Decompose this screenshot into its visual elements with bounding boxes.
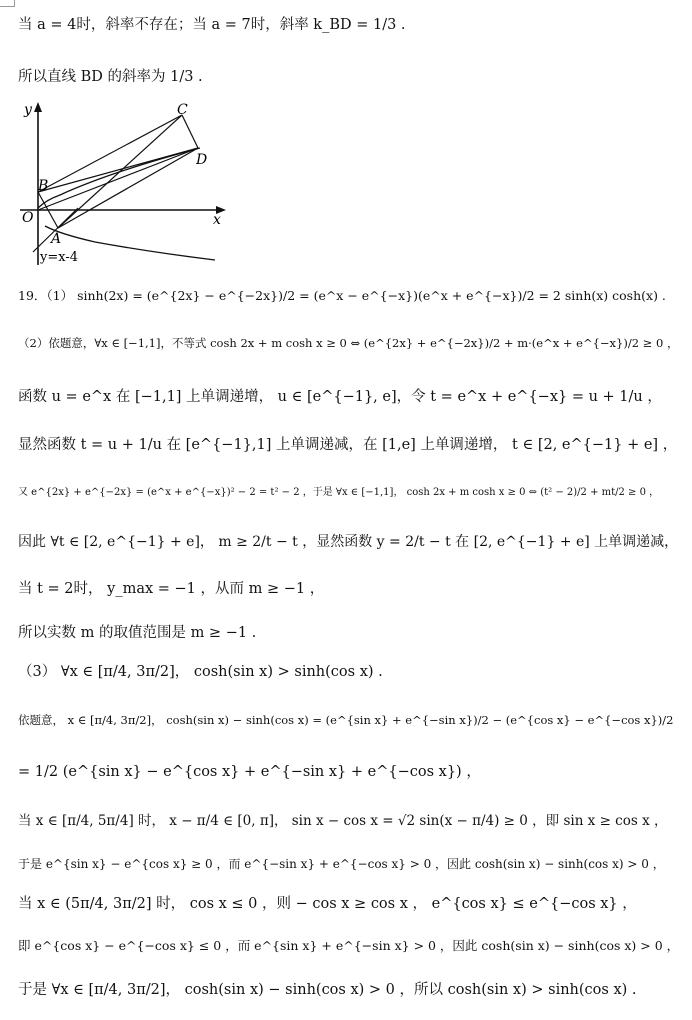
text-line-10: 所以实数 m 的取值范围是 m ≥ −1 . <box>18 625 257 641</box>
text-line-11: （3） ∀x ∈ [π/4, 3π/2]， cosh(sin x) > sinh(cos x) . <box>18 664 383 680</box>
segment-AD <box>58 148 198 228</box>
text-line-18: 于是 ∀x ∈ [π/4, 3π/2]， cosh(sin x) − sinh(cos x) > 0 ，所以 cosh(sin x) > sinh(cos x) . <box>18 982 637 998</box>
text-line-1: 当 a = 4时，斜率不存在；当 a = 7时，斜率 k_BD = 1/3 . <box>18 17 406 33</box>
text-line-14: 当 x ∈ [π/4, 5π/4] 时， x − π/4 ∈ [0, π]， sin x − cos x = √2 sin(x − π/4) ≥ 0 ，即 sin x ≥ cos x ， <box>18 813 668 829</box>
text-line-12: 依题意， x ∈ [π/4, 3π/2]， cosh(sin x) − sinh(cos x) = (e^{sin x} + e^{−sin x})/2 − (e^{cos x} − e^{−cos x})/2 <box>18 713 674 727</box>
label-x: x <box>213 212 221 228</box>
text-line-8: 因此 ∀t ∈ [2, e^{−1} + e]， m ≥ 2/t − t ，显然函数 y = 2/t − t 在 [2, e^{−1} + e] 上单调递减， <box>18 534 679 550</box>
geometry-figure <box>0 100 230 270</box>
label-y: y <box>24 102 32 118</box>
label-A: A <box>51 231 62 247</box>
text-line-9: 当 t = 2时， y_max = −1 ，从而 m ≥ −1 ， <box>18 581 325 597</box>
corner-mark <box>0 0 15 7</box>
text-line-3: 19．（1） sinh(2x) = (e^{2x} − e^{−2x})/2 = (e^x − e^{−x})(e^x + e^{−x})/2 = 2 sinh(x) cosh(x) . <box>18 288 666 303</box>
segment-BD <box>38 148 198 192</box>
label-D: D <box>196 152 208 168</box>
text-line-13: = 1/2 (e^{sin x} − e^{cos x} + e^{−sin x} + e^{−cos x}) ， <box>18 764 481 780</box>
segment-CD <box>182 115 198 148</box>
label-C: C <box>177 102 188 118</box>
label-line: y=x-4 <box>40 250 79 265</box>
text-line-6: 显然函数 t = u + 1/u 在 [e^{−1},1] 上单调递减，在 [1,e] 上单调递增， t ∈ [2, e^{−1} + e] ， <box>18 437 678 453</box>
text-line-15: 于是 e^{sin x} − e^{cos x} ≥ 0 ，而 e^{−sin x} + e^{−cos x} > 0 ，因此 cosh(sin x) − sinh(cos x) > 0 ， <box>18 857 665 871</box>
text-line-4: （2）依题意，∀x ∈ [−1,1]，不等式 cosh 2x + m cosh x ≥ 0 ⇔ (e^{2x} + e^{−2x})/2 + m·(e^x + e^{−x})/2 ≥ 0 ， <box>18 336 679 350</box>
text-line-7: 又 e^{2x} + e^{−2x} = (e^x + e^{−x})² − 2 = t² − 2 ，于是 ∀x ∈ [−1,1]， cosh 2x + m cosh x ≥ 0 ⇔ (t² − 2)/2 + mt/2 ≥ 0 ， <box>18 487 660 498</box>
y-axis-arrow <box>34 102 42 112</box>
label-origin: O <box>22 210 34 226</box>
text-line-2: 所以直线 BD 的斜率为 1/3 . <box>18 69 203 85</box>
text-line-17: 即 e^{cos x} − e^{−cos x} ≤ 0 ，而 e^{sin x} + e^{−sin x} > 0 ，因此 cosh(sin x) − sinh(cos x) > 0 ， <box>18 938 680 953</box>
text-line-5: 函数 u = e^x 在 [−1,1] 上单调递增， u ∈ [e^{−1}, e]，令 t = e^x + e^{−x} = u + 1/u ， <box>18 389 662 405</box>
text-line-16: 当 x ∈ (5π/4, 3π/2] 时， cos x ≤ 0 ，则 − cos x ≥ cos x ， e^{cos x} ≤ e^{−cos x} ， <box>18 896 637 912</box>
label-B: B <box>38 178 49 194</box>
